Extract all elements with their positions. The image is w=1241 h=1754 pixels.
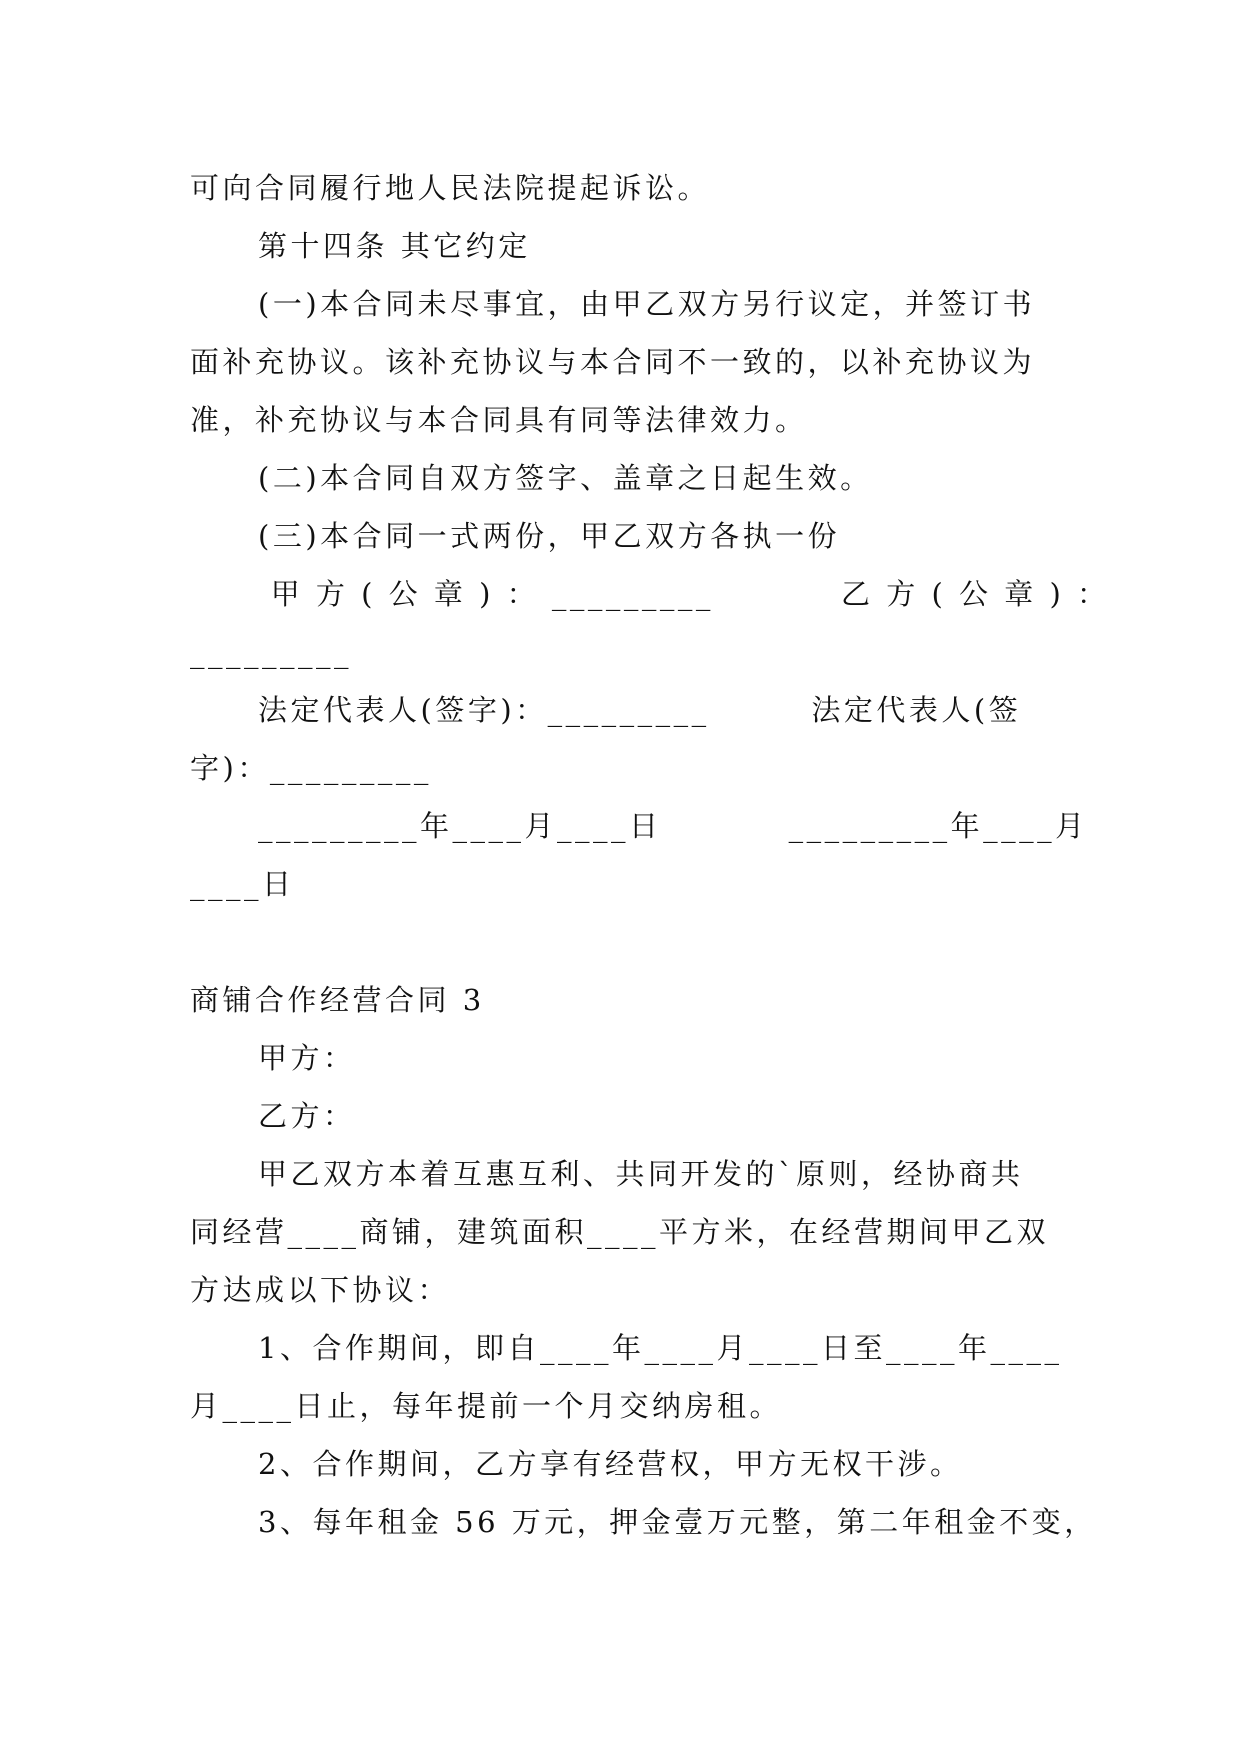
signature-blank: _________ xyxy=(190,635,352,669)
text-line: 方达成以下协议： xyxy=(190,1273,451,1307)
contract-title: 商铺合作经营合同 3 xyxy=(190,983,485,1017)
text-line: 面补充协议。该补充协议与本合同不一致的，以补充协议为 xyxy=(190,345,1036,379)
party-b-label: 乙方： xyxy=(258,1099,356,1133)
text-line: (二)本合同自双方签字、盖章之日起生效。 xyxy=(258,461,873,495)
clause-item: 3、每年租金 56 万元，押金壹万元整，第二年租金不变， xyxy=(258,1505,1097,1539)
date-line: ____日 xyxy=(190,867,295,901)
text-line: 甲乙双方本着互惠互利、共同开发的`原则，经协商共 xyxy=(258,1157,1024,1191)
clause-item: 2、合作期间，乙方享有经营权，甲方无权干涉。 xyxy=(258,1447,963,1481)
section-heading: 第十四条 其它约定 xyxy=(258,229,531,263)
text-line: (三)本合同一式两份，甲乙双方各执一份 xyxy=(258,519,841,553)
text-line: 月____日止，每年提前一个月交纳房租。 xyxy=(190,1389,783,1423)
date-line: _________年____月____日 _________年____月 xyxy=(258,809,1088,843)
text-line: 同经营____商铺，建筑面积____平方米，在经营期间甲乙双 xyxy=(190,1215,1050,1249)
signature-line: 法定代表人(签字)：_________ 法定代表人(签 xyxy=(258,693,1022,727)
text-line: 可向合同履行地人民法院提起诉讼。 xyxy=(190,171,711,205)
clause-item: 1、合作期间，即自____年____月____日至____年____ xyxy=(258,1331,1063,1365)
signature-line: 甲 方 ( 公 章 ) ： _________ 乙 方 ( 公 章 ) ： xyxy=(258,577,1110,611)
party-a-label: 甲方： xyxy=(258,1041,356,1075)
signature-line: 字)：_________ xyxy=(190,751,432,785)
text-line: 准，补充协议与本合同具有同等法律效力。 xyxy=(190,403,808,437)
text-line: (一)本合同未尽事宜，由甲乙双方另行议定，并签订书 xyxy=(258,287,1036,321)
